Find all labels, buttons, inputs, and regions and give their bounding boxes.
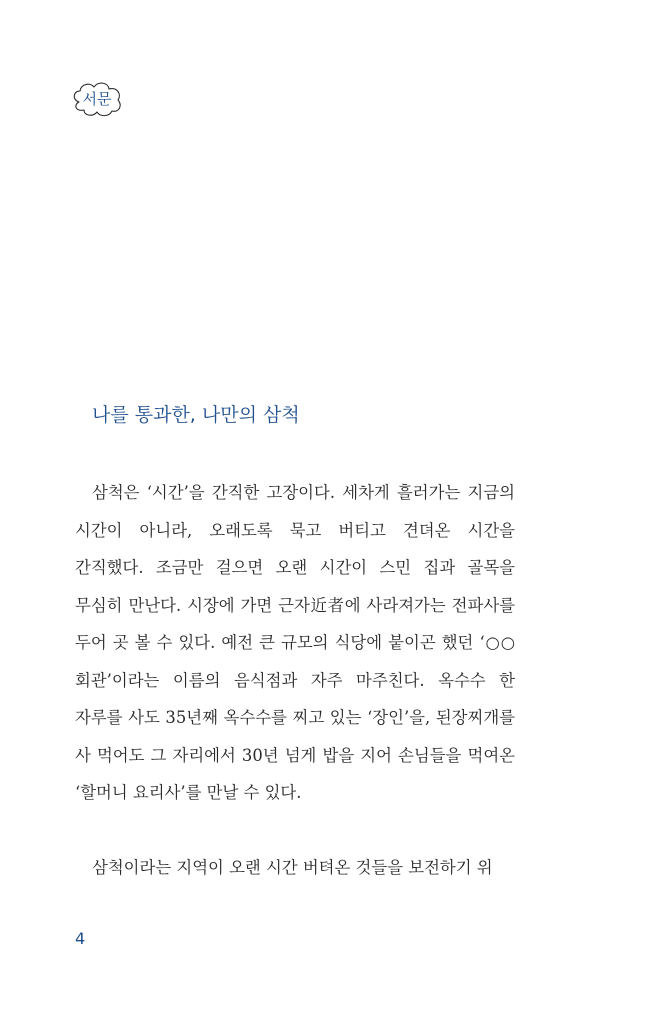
paragraph: 삼척이라는 지역이 오랜 시간 버텨온 것들을 보전하기 위 <box>92 858 493 877</box>
preface-badge <box>69 78 125 120</box>
page-number: 4 <box>75 929 86 948</box>
body-text <box>75 474 515 887</box>
preface-label: 서문 <box>82 90 112 108</box>
section-title: 나를 통과한, 나만의 삼척 <box>92 404 300 426</box>
paragraph: 삼척은 ‘시간’을 간직한 고장이다. 세차게 흘러가는 지금의 시간이 아니라, 오래도록 묵고 버티고 견뎌온 시간을 간직했다. 조금만 걸으면 오랜 시간이 스민 집과 골목을 무심히 만난다. 시장에 가면 근자近者에 사라져가는 전파사를 두어 곳 볼 수 있다. 예전 큰 규모의 식당에 붙이곤 했던 ‘○○회관’이라는 이름의 음식점과 자주 마주친다. 옥수수 한 자루를 사도 35년째 옥수수를 찌고 있는 ‘장인’을, 된장찌개를 사 먹어도 그 자리에서 30년 넘게 밥을 지어 손님들을 먹여온 ‘할머니 요리사’를 만날 수 있다. <box>75 483 515 802</box>
